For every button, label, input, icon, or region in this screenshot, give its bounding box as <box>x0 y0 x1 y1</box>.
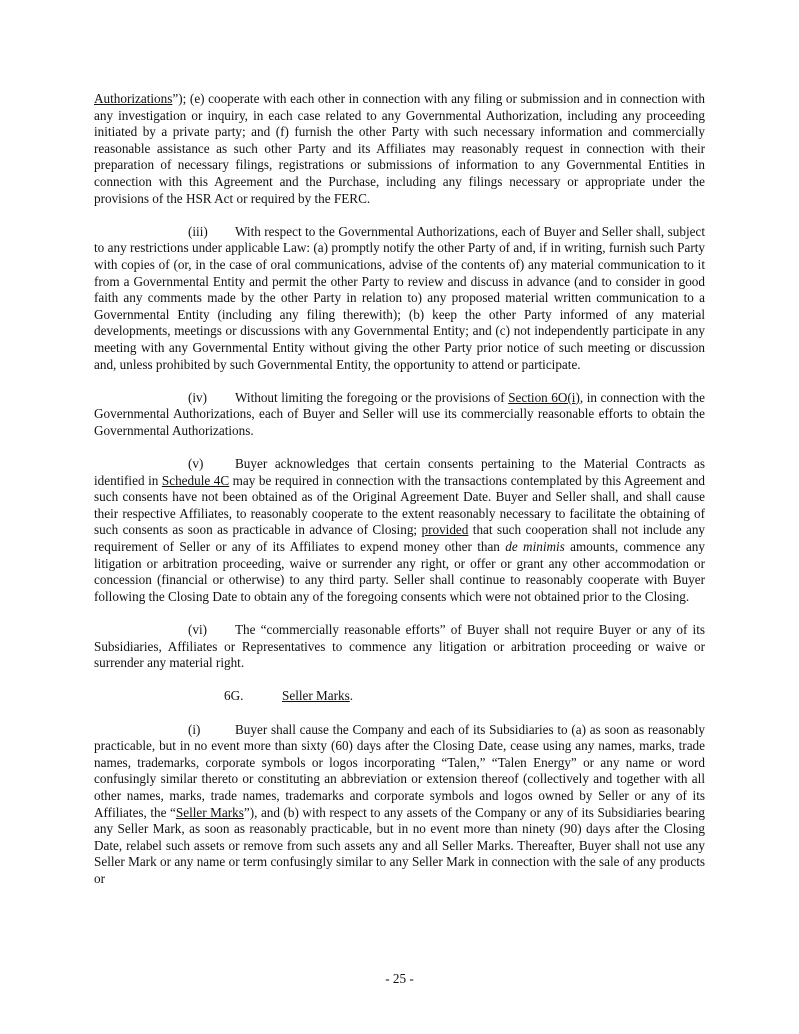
clause-text: that such cooperation shall not include any requirement of Seller or any of its Affiliates to expend money other than <box>94 522 706 555</box>
clause-iii <box>94 224 705 373</box>
clause-text: Buyer shall cause the Company and each of its Subsidiaries to (a) as soon as reasonably practicable, but in no event more than sixty (60) days after the Closing Date, cease using any names, marks, trade names, trademarks, corporate symbols or logos incorporating “Talen,” “Talen Energy” or any name or word confusingly similar thereto or constituting an abbreviation or extension thereof (collectively and together with all other names, marks, trade names, trademarks and corporate symbols and logos owned by Seller or any of its Affiliates, the “ <box>94 721 705 820</box>
section-number: 6G. <box>224 688 244 704</box>
clause-text: The “commercially reasonable efforts” of Buyer shall not require Buyer or any of its Subsidiaries, Affiliates or Representatives to commence any litigation or arbitration proceeding or waive or surrender any material right. <box>94 622 705 671</box>
paragraph-text: ”); (e) cooperate with each other in connection with any filing or submission and in connection with any investigation or inquiry, in each case related to any Governmental Authorization, including any proceeding initiated by a private party; and (f) furnish the other Party with such necessary information and commercially reasonable assistance as such other Party and its Affiliates may reasonably request in connection with their preparation of necessary filings, registrations or submissions of information to any Governmental Entities in connection with this Agreement and the Purchase, including any filings necessary or appropriate under the provisions of the HSR Act or required by the FERC. <box>94 91 705 206</box>
clause-text: may be required in connection with the transactions contemplated by this Agreement and such consents have not been obtained as of the Original Agreement Date. Buyer and Seller shall, and shall cause their respective Affiliates, to reasonably cooperate to the extent reasonably necessary to facilitate the obtaining of such consents as soon as practicable in advance of Closing; <box>94 472 706 538</box>
authorizations-defined-term: Authorizations <box>94 91 173 106</box>
section-title-period: . <box>349 688 354 704</box>
clause-number: (v) <box>188 456 204 472</box>
section-title: Seller Marks <box>282 688 350 704</box>
clause-text: , in connection with the Governmental Authorizations, each of Buyer and Seller will use its commercially reasonable efforts to obtain the Governmental Authorizations. <box>94 389 706 438</box>
page-number: - 25 - <box>385 971 414 986</box>
clause-i <box>94 722 705 888</box>
clause-text: Without limiting the foregoing or the provisions of <box>235 389 509 405</box>
clause-number: (vi) <box>188 622 208 637</box>
clause-text: amounts, commence any litigation or arbitration proceeding, waive or surrender any right, or offer or grant any other accommodation or concession (financial or otherwise) to any third party. Seller shall continue to reasonably cooperate with Buyer following the Closing Date to obtain any of the foregoing consents which were not obtained prior to the Closing. <box>94 539 705 604</box>
paragraph-continuation <box>94 91 705 207</box>
clause-text: Buyer acknowledges that certain consents pertaining to the Material Contracts as identified in <box>94 456 705 488</box>
clause-text: With respect to the Governmental Authorizations, each of Buyer and Seller shall, subject to any restrictions under applicable Law: (a) promptly notify the other Party of and, if in writing, furnish such Party with copies of (or, in the case of oral communications, advise of the contents of) any material communication to it from a Governmental Entity and permit the other Party to review and discuss in advance (and to consider in good faith any comments made by the other Party in relation to) any proposed material written communication to a Governmental Entity (including any filing therewith); (b) keep the other Party informed of any material developments, meetings or discussions with any Governmental Entity; and (c) not independently participate in any meeting with any Governmental Entity without giving the other Party prior notice of such meeting or discussion and, unless prohibited by such Governmental Entity, the opportunity to attend or participate. <box>94 223 705 372</box>
clause-number: (iv) <box>188 389 208 405</box>
schedule-reference-link: Schedule 4C <box>161 472 230 488</box>
clause-iv <box>94 390 705 440</box>
provided-term: provided <box>421 522 469 538</box>
seller-marks-defined-term: Seller Marks <box>175 804 244 820</box>
document-page <box>94 91 705 888</box>
clause-number: (i) <box>188 721 201 737</box>
de-minimis-term: de minimis <box>505 539 565 555</box>
clause-number: (iii) <box>188 223 208 239</box>
clause-vi <box>94 622 705 672</box>
clause-text: ”), and (b) with respect to any assets of the Company or any of its Subsidiaries bearing any Seller Mark, as soon as reasonably practicable, but in no event more than ninety (90) days after the Closing Date, relabel such assets or remove from such assets any and all Seller Marks. Thereafter, Buyer shall not use any Seller Mark or any name or term confusingly similar to any Seller Mark in connection with the sale of any products or <box>94 804 705 886</box>
clause-v <box>94 456 705 605</box>
section-heading-6g <box>94 688 705 705</box>
section-reference-link: Section 6O(i) <box>508 389 580 405</box>
